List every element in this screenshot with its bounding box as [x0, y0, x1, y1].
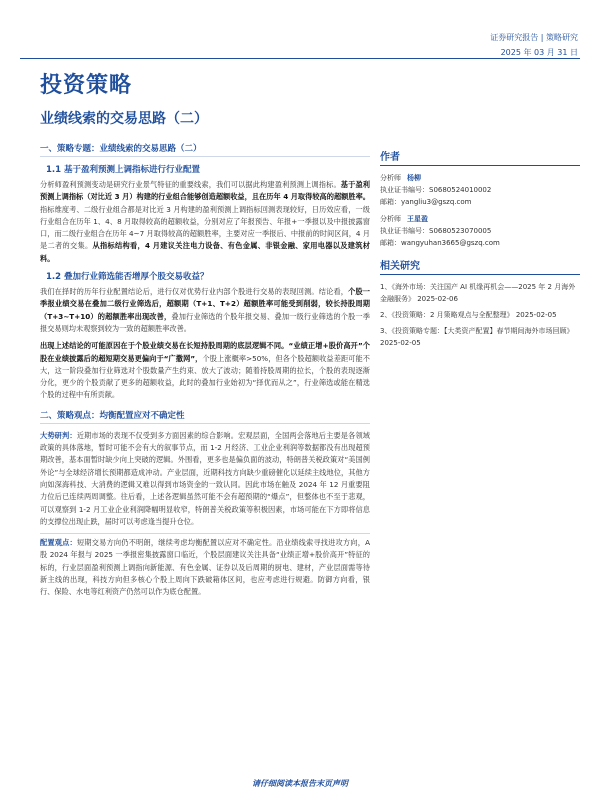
- text-span: 短期交易方向仍不明朗，继续考虑均衡配置以应对不确定性。沿业绩线索寻找进攻方向，A 股 2024 年报与 2025 一季报密集披露窗口临近，个股层面建议关注具备“业绩正增+股价高开”特征的标的，行业层面盈利预测上调指向新能源、有色金属、证券以及后周期的厨电、建材，产业层面需等待新主线的出现，科技方向但多核心个股上周向下跌破箱体区间，也应考虑进行规避。防御方向看，银行、保险、水电等红利资产仍然可以作为底仓配置。: [40, 538, 370, 597]
- section1-2-heading: 1.2 叠加行业筛选能否增厚个股交易收益？: [46, 272, 209, 283]
- report-header: [490, 32, 578, 58]
- author-role: 分析师: [380, 215, 401, 223]
- report-date: 2025 年 03 月 31 日: [500, 48, 578, 57]
- text-span: 个股上涨概率>50%，但各个股超额收益差距可能不大，这一阶段叠加行业筛选对个股数量产生约束、放大了波动；随着持股周期的拉长，个股的表现逐渐分化，更少的个股贡献了更多的超额收益，此时的叠加行业始初为“择优而从之”，行业筛选或能在精选个股的过程中有所贡献。: [40, 353, 370, 400]
- related-report[interactable]: 2、《投资策略：2 月策略观点与全配整理》 2025-02-05: [380, 311, 557, 319]
- authors-heading: 作者: [380, 148, 580, 166]
- author2-email[interactable]: 邮箱：wangyuhan3665@gszq.com: [380, 239, 500, 247]
- main-content: [40, 140, 370, 604]
- author1-name-line: [380, 172, 580, 184]
- report-category: 证券研究报告 | 策略研究: [490, 33, 578, 42]
- section1-2-paragraph1: [40, 286, 370, 335]
- author-role: 分析师: [380, 174, 401, 182]
- bold-text: 出现上述结论的可能原因在于个股业绩交易在长短持股周期的底层逻辑不同。: [40, 341, 289, 351]
- paragraph-label: 配置观点：: [40, 538, 77, 548]
- text-span: 上述各逻辑虽然可能不会有超预期的“爆点”，但整体也不至于悲观，可以观察到 1-2 月工业企业利润降幅明显收窄，特朗普关税政策等积极因素，市场可能在下方即将信息的支撑位出现止跌，届时可以考虑逢当提升仓位。: [40, 492, 370, 526]
- page-footer: 请仔细阅读本报告末页声明: [252, 779, 348, 788]
- author2-name-line: [380, 213, 580, 225]
- bold-text: “业绩正增+股价高开”个股在业绩披露后的超短期交易更偏向于“广撒网”，: [40, 341, 370, 363]
- related-research-heading: 相关研究: [380, 257, 580, 275]
- text-span: 叠加行业筛选的个股年报交易、叠加一级行业筛选的个股一季报交易则均未观察到较为一致的超额胜率改善。: [40, 311, 370, 333]
- header-divider: [20, 58, 580, 59]
- text-span: 我们在择时的历年行业配置结论后，进行仅对优势行业内部个股进行交易的表现回测。结论看，: [40, 287, 349, 297]
- text-span: 近期市场的表现不仅受到多方面因素的综合影响。宏观层面，全国两会落地后主要是各领域政策的具体落地，暂时可能不会有大的叙事节点，而 1-2 月经济、工业企业利润等数据都没有出现超预期改善，基本面暂时缺少向上突破的逻辑。外围看，更多也是偏负面的波动，特朗普关税政策对“美国例外论”与全球经济增长预期都造成冲动。产业层面，近期科技方向缺少重磅催化以延续主线地位，其他方向如深海科技、大消费的逻辑又难以得到市场资金的一致认同。因此市场在触及 2024 年 12 月重要阻力位后已连续两周调整。往后看，: [40, 430, 370, 502]
- related-report[interactable]: 3、《投资策略专题：【大类资产配置】春节期间海外市场回顾》 2025-02-05: [380, 327, 574, 347]
- author1-license: 执业证书编号：S0680524010002: [380, 186, 492, 194]
- sidebar: [380, 148, 580, 353]
- text-span: 分析师盈利预测变动是研究行业景气特征的重要线索，我们可以据此构建盈利预测上调指标。: [40, 180, 341, 189]
- section1-2-paragraph2: [40, 340, 370, 401]
- section2-paragraph1: [40, 430, 370, 528]
- related-report[interactable]: 1、《海外市场：关注国产 AI 机缘再机会——2025 年 2 月海外金融服务》 2025-02-06: [380, 283, 576, 303]
- paragraph-label: 大势研判：: [40, 430, 77, 440]
- author1-email[interactable]: 邮箱：yangliu3@gszq.com: [380, 198, 472, 206]
- bold-text: 个股一季报业绩交易在叠加二级行业筛选后，超额期（T+1、T+2）超额胜率可能受到削弱，较长持股周期（T+3~T+10）的超额胜率出现改善，: [40, 287, 370, 321]
- page-title: 投资策略: [40, 73, 133, 98]
- bold-text: 从指标结构看，4 月建议关注电力设备、有色金属、非银金融、家用电器以及建筑材料。: [40, 241, 370, 263]
- section2-heading: 二、策略观点：均衡配置应对不确定性: [40, 407, 370, 424]
- paragraph-divider: [40, 533, 370, 534]
- author-name: 王星盈: [407, 215, 428, 223]
- page-subtitle: 业绩线索的交易思路（二）: [40, 111, 208, 127]
- section1-1-heading: 1.1 基于盈利预测上调指标进行行业配置: [46, 165, 201, 175]
- author-name: 杨柳: [407, 174, 421, 182]
- text-span: 指标维度考、二级行业组合都是对比近 3 月构建的盈利预测上调指标回测表现较好，日历效应看，一级行业组合在历年 1、4、8 月取得较高的超额收益，分别对应了年报预告、年报+一季报以及中报披露窗口，而二级行业组合在历年 4~7 月取得较高的超额胜率，主要对应一季报后、中报前的时间区间，4 月是二者的交集。: [40, 204, 370, 251]
- section1-1-paragraph: [40, 179, 370, 265]
- section1-heading: 一、策略专题：业绩线索的交易思路（二）: [40, 140, 370, 157]
- section2-paragraph2: [40, 537, 370, 598]
- bold-text: 基于盈利预测上调指标（对比近 3 月）构建的行业组合能够创造超额收益，且在历年 4 月取得较高的超额胜率。: [40, 180, 370, 202]
- author2-license: 执业证书编号：S0680523070005: [380, 227, 492, 235]
